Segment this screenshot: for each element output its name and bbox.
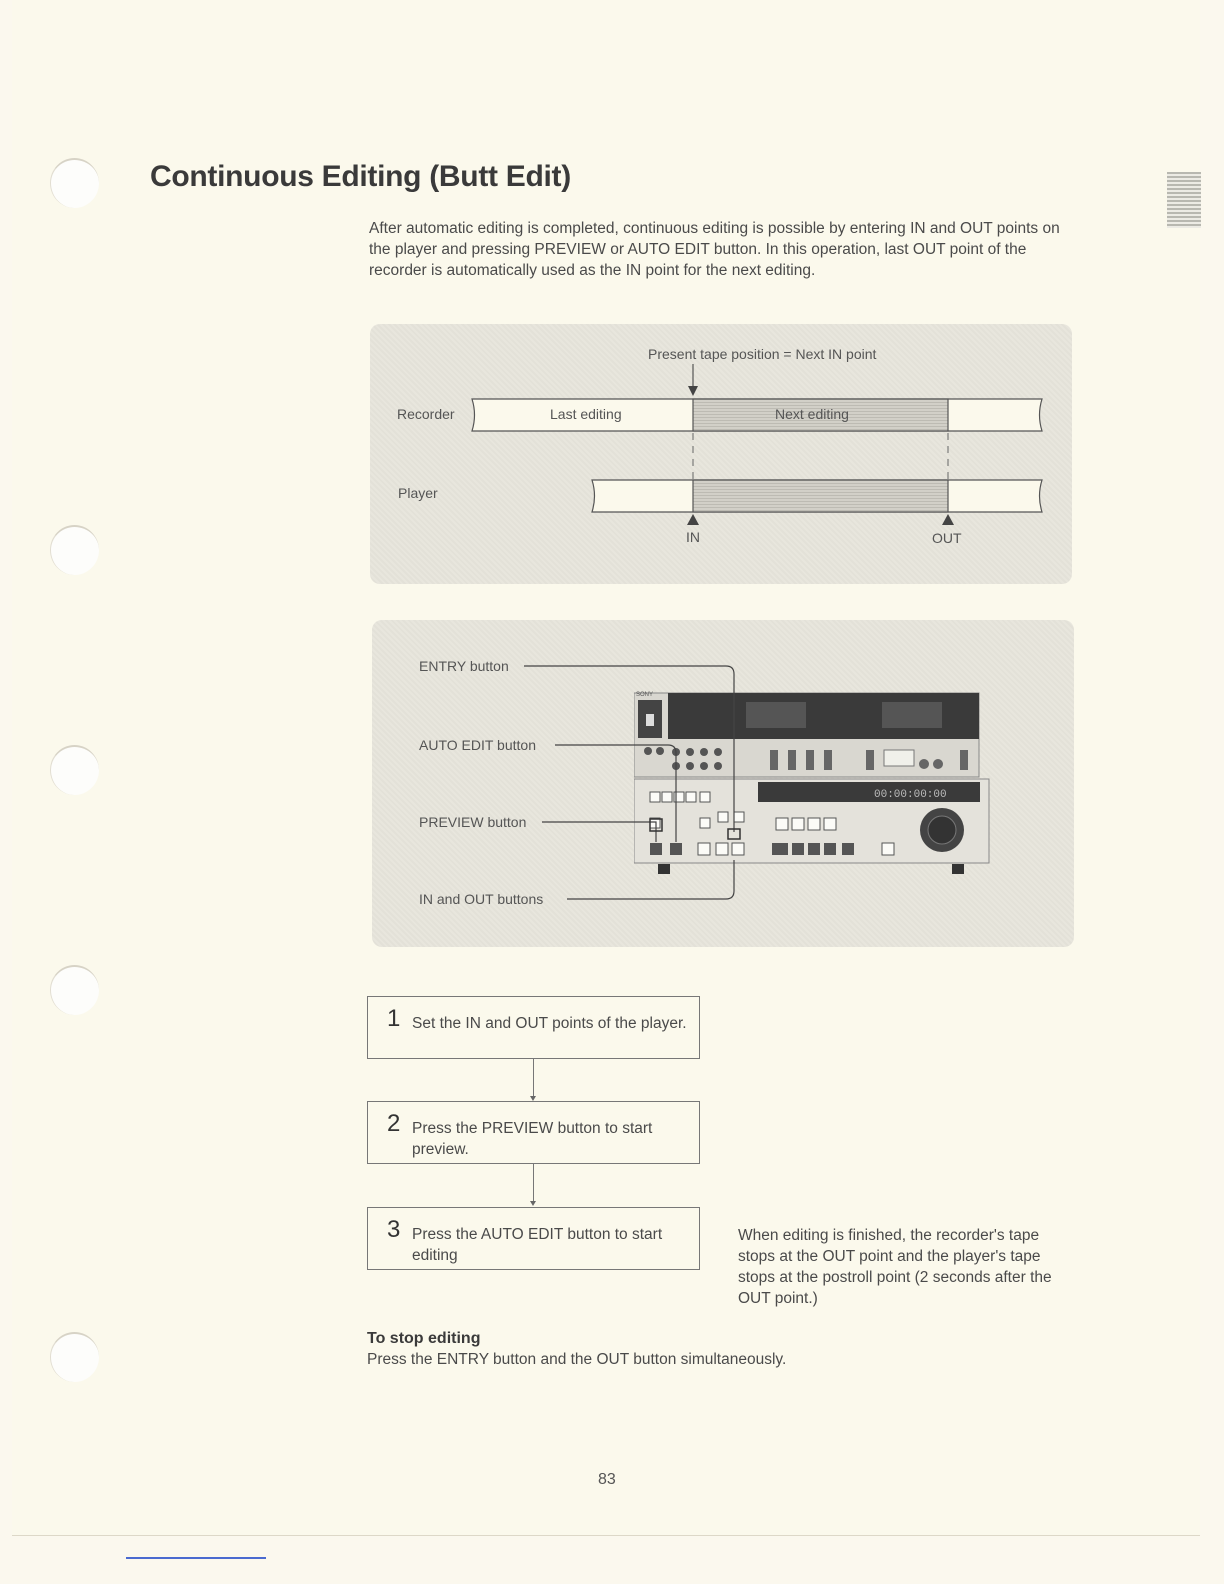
recorder-label: Recorder	[397, 406, 455, 422]
binder-hole	[50, 745, 99, 795]
completion-note: When editing is finished, the recorder's tape stops at the OUT point and the player's tape stops at the postroll point (2 seconds after the OUT point.)	[738, 1227, 1052, 1307]
stop-editing-text: Press the ENTRY button and the OUT button simultaneously.	[367, 1351, 787, 1368]
bottom-accent-line	[126, 1557, 266, 1559]
timecode-readout: 00:00:00:00	[874, 789, 947, 801]
step-flow-arrow	[533, 1059, 534, 1099]
preview-button-callout: PREVIEW button	[419, 814, 527, 830]
auto-edit-button-callout: AUTO EDIT button	[419, 737, 536, 753]
page-title: Continuous Editing (Butt Edit)	[150, 160, 571, 193]
step-number: 2	[387, 1110, 401, 1137]
search-dial-center	[928, 816, 956, 844]
out-label: OUT	[932, 530, 962, 546]
last-editing-label: Last editing	[550, 406, 622, 422]
step-box	[367, 996, 700, 1059]
cassette-slot-left	[746, 702, 806, 728]
binder-hole	[50, 965, 99, 1015]
edit-button-row-top	[650, 792, 710, 802]
step-box	[367, 1207, 700, 1270]
timecode-display	[758, 782, 980, 802]
binder-hole	[50, 158, 99, 208]
page-number: 83	[598, 1471, 616, 1488]
out-point-marker-icon	[942, 514, 954, 525]
in-label: IN	[686, 529, 700, 545]
power-switch	[646, 714, 654, 726]
device-foot-right	[952, 864, 964, 874]
intro-paragraph: After automatic editing is completed, continuous editing is possible by entering IN and OUT points on the player and pressing PREVIEW or AUTO EDIT button. In this operation, last OUT point of the recorder is automatically used as the IN point for the next editing.	[369, 220, 1060, 279]
step-text: Press the AUTO EDIT button to start editing	[412, 1226, 663, 1264]
level-meter	[884, 750, 914, 766]
stop-editing-heading: To stop editing	[367, 1330, 481, 1347]
in-out-buttons-callout: IN and OUT buttons	[419, 891, 544, 907]
player-edit-segment	[693, 480, 948, 512]
step-text: Press the PREVIEW button to start preview.	[412, 1120, 653, 1158]
timeline-diagram-panel	[370, 324, 1072, 584]
section-edge-tab	[1167, 172, 1201, 228]
step-number: 1	[387, 1005, 401, 1032]
step-box	[367, 1101, 700, 1164]
vtr-editor-device	[634, 688, 992, 864]
next-editing-label: Next editing	[775, 406, 849, 422]
timeline-diagram	[370, 324, 1072, 584]
binder-hole	[50, 1332, 99, 1382]
step-number: 3	[387, 1216, 401, 1243]
brand-logo: SONY	[636, 692, 654, 698]
present-position-label: Present tape position = Next IN point	[648, 346, 877, 362]
player-label: Player	[398, 485, 438, 501]
step-text: Set the IN and OUT points of the player.	[412, 1015, 687, 1032]
device-foot-left	[658, 864, 670, 874]
vtr-device-illustration	[634, 688, 992, 878]
cassette-slot-right	[882, 702, 942, 728]
binder-hole	[50, 525, 99, 575]
step-flow-arrow	[533, 1164, 534, 1204]
in-point-marker-icon	[687, 514, 699, 525]
entry-button-callout: ENTRY button	[419, 658, 509, 674]
present-position-arrow-icon	[688, 386, 698, 396]
